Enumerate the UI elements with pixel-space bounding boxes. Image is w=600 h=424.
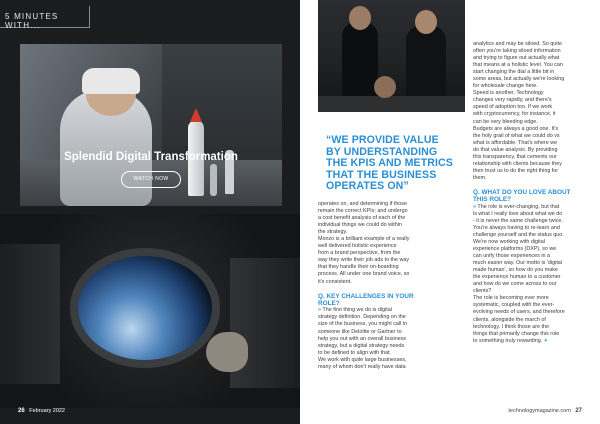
body-line: then trust us to do the right thing for: [473, 167, 559, 174]
body-line: analytics and may be siloed. So quite: [473, 41, 562, 47]
porthole-earth: [70, 248, 220, 368]
hero-title: Splendid Digital Transformation: [64, 151, 238, 163]
body-line: is what I really love about what we do: [473, 210, 563, 217]
pull-quote-line: BY UNDERSTANDING: [326, 145, 438, 158]
body-line: evolving needs of users, and therefore: [473, 309, 565, 316]
body-line: start changing the dial a little bit in: [473, 69, 555, 76]
body-line: to something truly rewarding. ✦: [473, 337, 548, 344]
body-line: and trying to figure out actually what: [473, 55, 560, 62]
body-line: You're always having to re-learn and: [473, 224, 560, 231]
body-line: challenge yourself and the status quo.: [473, 231, 564, 238]
page-folio-left: [18, 408, 65, 414]
body-line: Speed is another. Technology: [473, 90, 544, 97]
body-line: remain the correct KPIs; and undergo: [318, 208, 408, 215]
body-line: The role is becoming ever more: [473, 295, 549, 302]
spacecraft-window-photo: [0, 214, 300, 408]
body-line: and how do we come across to our: [473, 281, 557, 288]
body-line: technology. I think those are the: [473, 323, 550, 330]
body-line: some areas, but actually we're looking: [473, 76, 565, 83]
body-line: this transparency, that cements our: [473, 153, 557, 160]
body-line: often you're taking siloed information: [473, 48, 561, 55]
body-line: operates on, and determining if those: [318, 201, 408, 207]
body-line: can be very bleeding edge.: [473, 118, 538, 125]
body-line: relationship with clients because they: [473, 160, 562, 167]
body-line: process. All under one brand voice, so: [318, 271, 410, 278]
pull-quote-line: THE KPIS AND METRICS: [326, 157, 453, 169]
astronaut-glove: [206, 332, 248, 372]
body-line: We're now working with digital: [473, 238, 545, 245]
pull-quote: [326, 135, 478, 193]
body-line: them.: [473, 174, 487, 181]
team-photo: [318, 0, 465, 112]
paper-helmet: [82, 68, 140, 94]
body-line: » The role is ever-changing, but that: [473, 203, 560, 210]
body-line: changes very rapidly, and there's: [473, 97, 552, 104]
end-mark-icon: ✦: [543, 337, 548, 344]
body-line: much easier way. Our motto is 'digital: [473, 260, 563, 267]
pull-quote-line: “WE PROVIDE VALUE: [326, 134, 439, 146]
site-url[interactable]: technologymagazine.com: [508, 408, 571, 414]
body-line: can unify those experiences in a: [473, 253, 551, 260]
chevron-icon: »: [318, 307, 321, 314]
question-heading: Q. KEY CHALLENGES IN YOUR ROLE?: [318, 292, 414, 307]
body-line: with cryptocurrency, for instance, it: [473, 111, 556, 118]
body-line: » The first thing we do is digital: [318, 307, 392, 314]
section-tag: [0, 6, 90, 28]
toy-rocket-small: [210, 164, 217, 196]
body-line: a cost benefit analysis of each of the: [318, 215, 406, 222]
body-line: it's consistent.: [318, 278, 352, 285]
body-line: help you out with an overall business: [318, 335, 407, 342]
body-line: from a brand perspective, from the: [318, 250, 401, 257]
body-line: do that value analysis. By providing: [473, 146, 558, 153]
question-heading: Q. WHAT DO YOU LOVE ABOUT THIS ROLE?: [473, 188, 571, 204]
body-line: Monzo is a brilliant example of a really: [318, 236, 410, 243]
body-line: what is affordable. That's where we: [473, 139, 558, 146]
body-line: clients, alongside the march of: [473, 316, 546, 323]
body-line: systematic, coupled with the ever-: [473, 302, 555, 309]
body-line: things that primarily change this role: [473, 330, 560, 337]
body-line: Budgets are always a good one. It's: [473, 125, 559, 132]
body-line: for wholesale change here.: [473, 83, 538, 90]
watch-now-button[interactable]: WATCH NOW: [121, 171, 181, 188]
body-line: someone like Deloitte or Gartner to: [318, 328, 402, 335]
right-page: [300, 0, 600, 424]
body-line: strategy definition. Depending on the: [318, 314, 406, 321]
chevron-icon: »: [473, 203, 476, 210]
section-tag-label: 5 MINUTES WITH...: [5, 12, 59, 30]
body-line: experience platforms (DXP), so we: [473, 246, 557, 253]
body-line: made human', so how do you make: [473, 267, 558, 274]
body-line: way they write their job ads to the way: [318, 257, 410, 264]
page-folio-right: [508, 408, 582, 414]
body-line: the strategy.: [318, 229, 348, 236]
pull-quote-line: OPERATES ON”: [326, 180, 409, 192]
body-line: individual things we could do within: [318, 222, 402, 229]
issue-date: February 2022: [29, 408, 65, 414]
body-line: speed of adoption too. If we work: [473, 104, 553, 111]
body-line: size of the business, you might call in: [318, 321, 407, 328]
article-column-2: [473, 41, 593, 345]
body-line: the experience human to a customer: [473, 274, 561, 281]
page-number-right: 27: [575, 408, 582, 414]
body-line: clients?: [473, 288, 492, 295]
body-line: well delivered holistic experience: [318, 243, 397, 250]
body-line: We work with quite large businesses,: [318, 356, 407, 363]
article-column-1: [318, 201, 468, 371]
body-line: to be defined to align with that.: [318, 349, 392, 356]
body-line: - it is never the same challenge twice.: [473, 217, 563, 224]
body-line: many of whom don't really have data: [318, 363, 406, 370]
body-line: the holy grail of what we could do vs: [473, 132, 560, 139]
body-line: that they handle their on-boarding: [318, 264, 399, 271]
body-line: that means at a holistic level. You can: [473, 62, 563, 69]
pull-quote-line: THAT THE BUSINESS: [326, 168, 437, 181]
body-line: strategy, but a digital strategy needs: [318, 342, 405, 349]
page-number-left: 26: [18, 408, 25, 414]
